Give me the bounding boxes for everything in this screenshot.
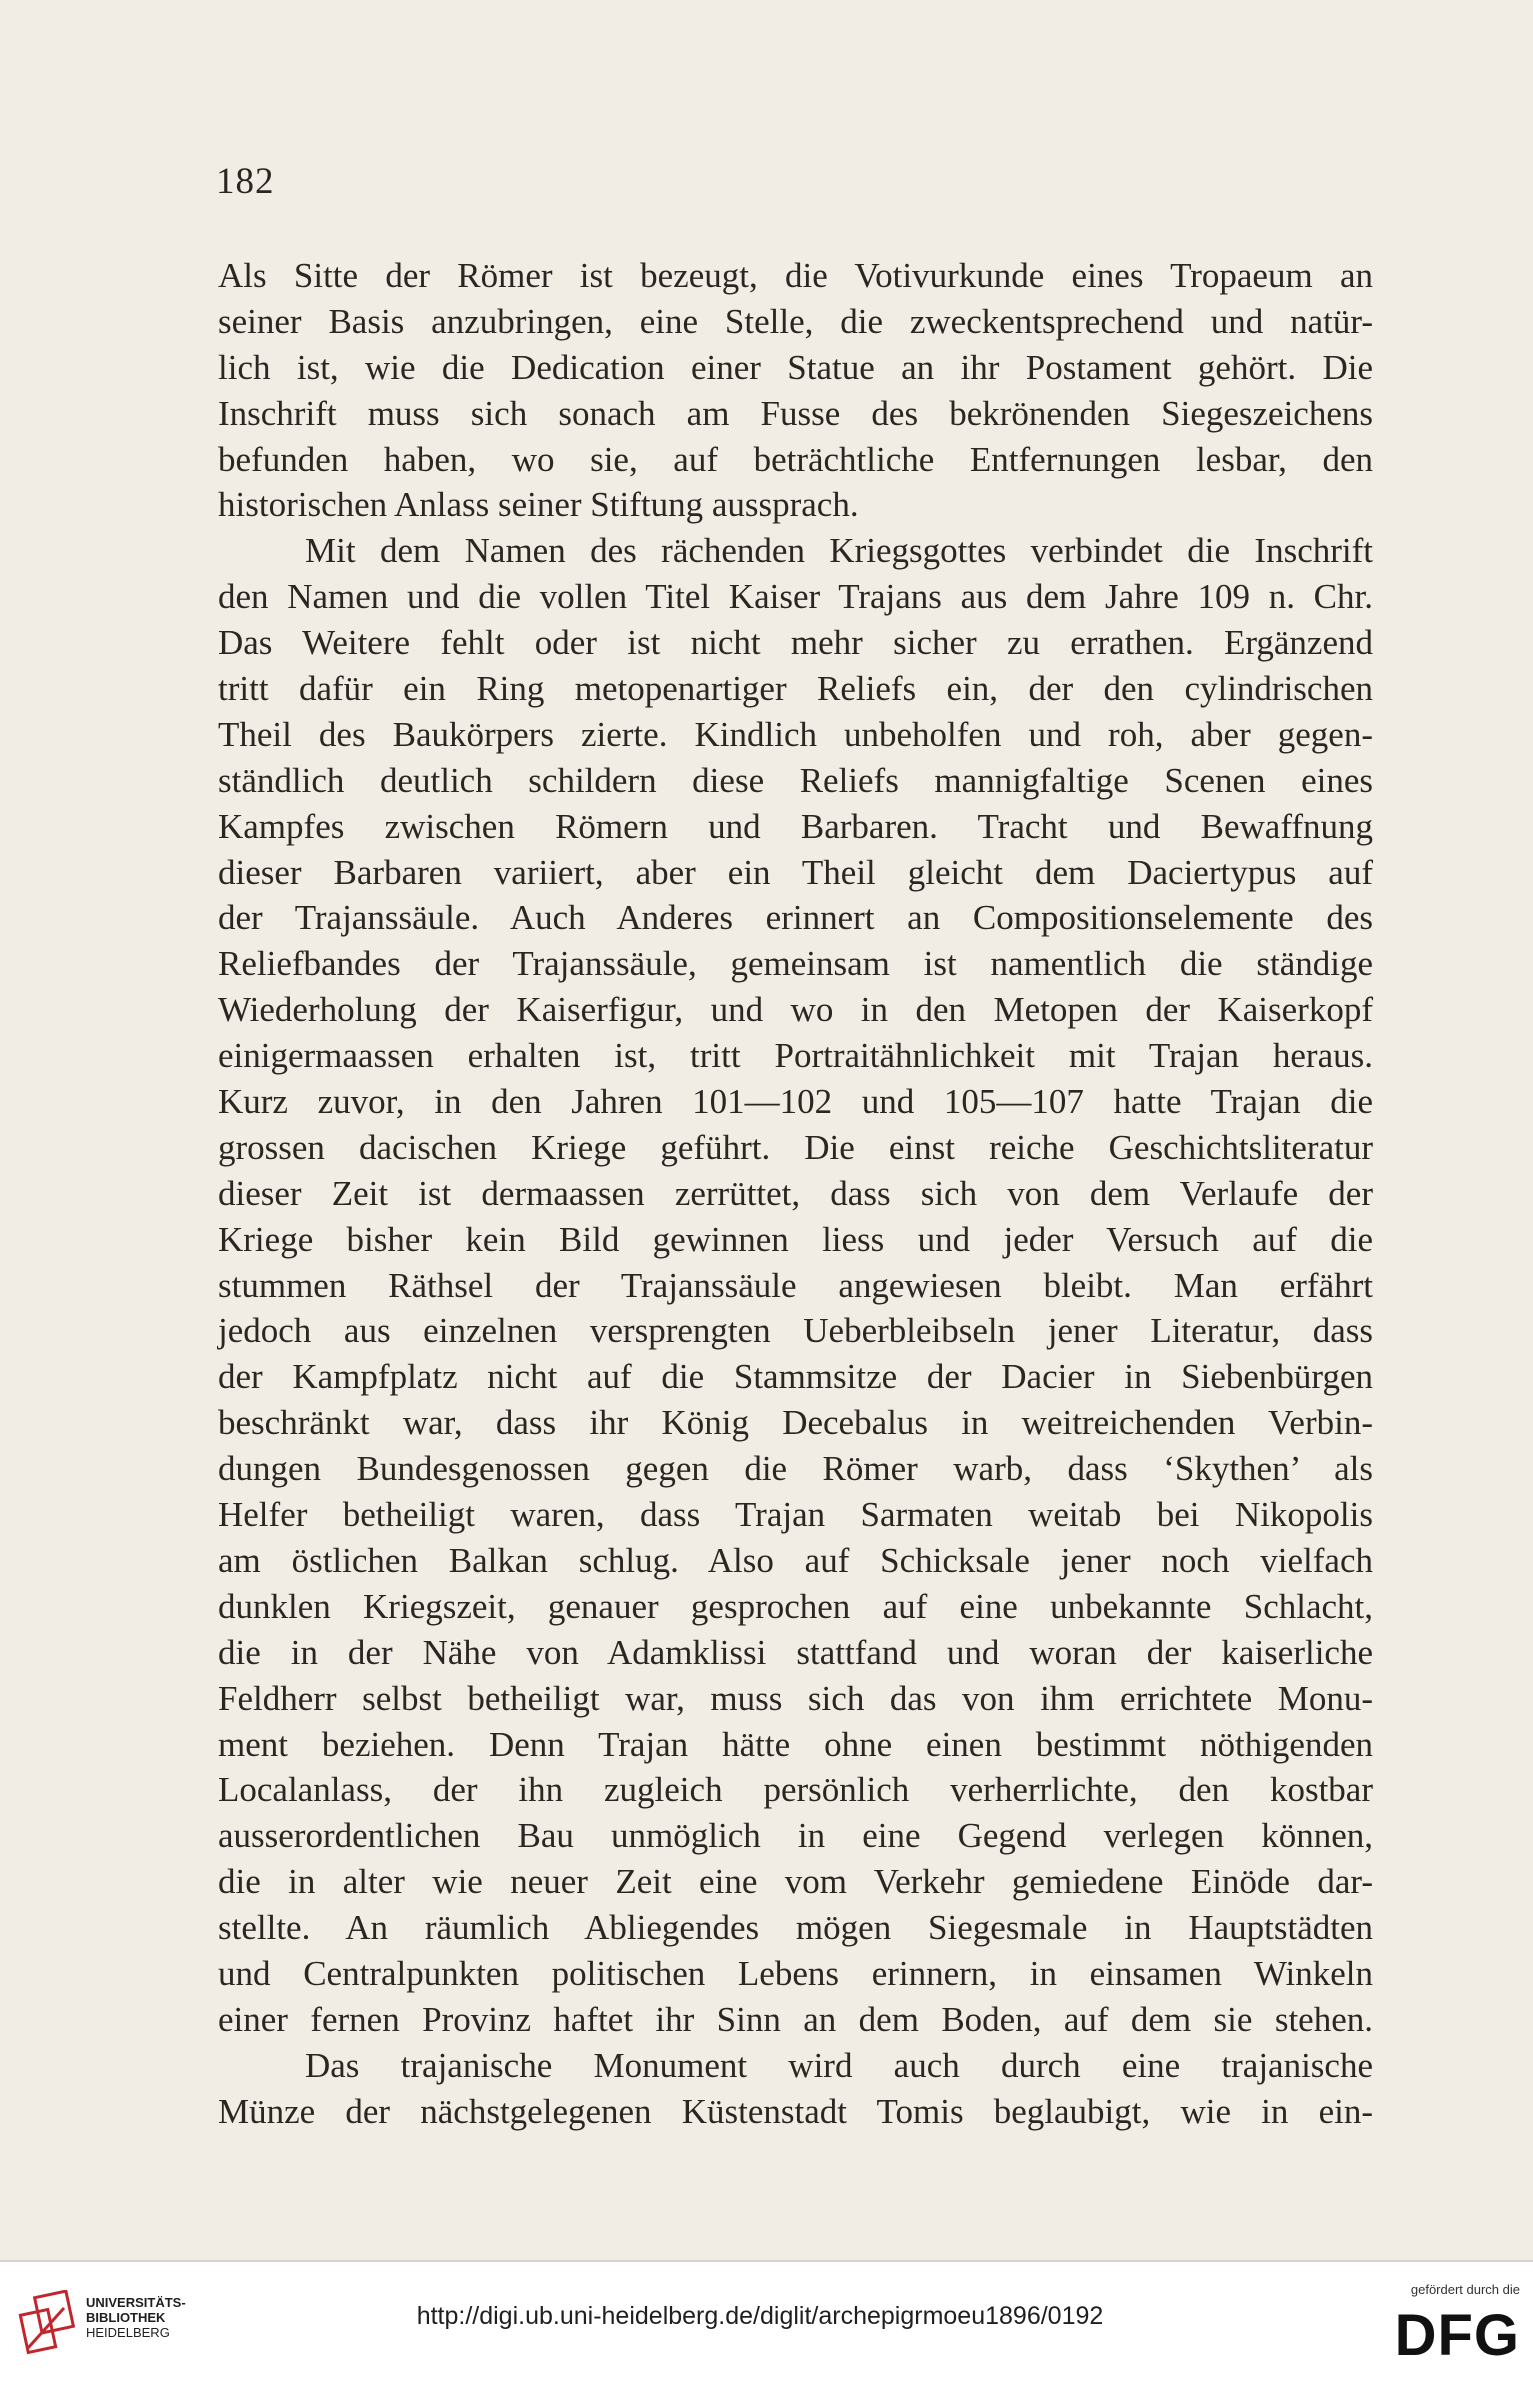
text-line: grossen dacischen Kriege geführt. Die einst reiche Geschichtsliteratur <box>218 1127 1373 1167</box>
text-line: dunklen Kriegszeit, genauer gesprochen auf eine unbekannte Schlacht, <box>218 1586 1373 1626</box>
body-text <box>218 253 1373 2135</box>
funding-note: gefördert durch die <box>1410 2282 1520 2297</box>
library-name-line: UNIVERSITÄTS- <box>86 2295 186 2310</box>
text-line: stummen Räthsel der Trajanssäule angewiesen bleibt. Man erfährt <box>218 1265 1373 1305</box>
text-line: einer fernen Provinz haftet ihr Sinn an dem Boden, auf dem sie stehen. <box>218 1999 1373 2039</box>
text-line: jedoch aus einzelnen versprengten Ueberbleibseln jener Literatur, dass <box>218 1311 1373 1351</box>
text-line: der Kampfplatz nicht auf die Stammsitze der Dacier in Siebenbürgen <box>218 1357 1373 1397</box>
text-line: Kurz zuvor, in den Jahren 101—102 und 105—107 hatte Trajan die <box>218 1082 1373 1122</box>
text-line: Kampfes zwischen Römern und Barbaren. Tracht und Bewaffnung <box>218 806 1373 846</box>
text-line: am östlichen Balkan schlug. Also auf Schicksale jener noch vielfach <box>218 1540 1373 1580</box>
dfg-logo: DFG <box>1394 2303 1520 2368</box>
library-name-line: BIBLIOTHEK <box>86 2310 166 2325</box>
text-line: Münze der nächstgelegenen Küstenstadt Tomis beglaubigt, wie in ein- <box>218 2091 1373 2131</box>
text-line: dungen Bundesgenossen gegen die Römer warb, dass ‘Skythen’ als <box>218 1449 1373 1489</box>
document-url-link[interactable]: http://digi.ub.uni-heidelberg.de/diglit/archepigrmoeu1896/0192 <box>416 2302 1104 2330</box>
university-library-name <box>86 2295 186 2340</box>
text-line: tritt dafür ein Ring metopenartiger Reliefs ein, der den cylindrischen <box>218 669 1373 709</box>
text-line: einigermaassen erhalten ist, tritt Portraitähnlichkeit mit Trajan heraus. <box>218 1036 1373 1076</box>
footer-bar <box>0 2260 1533 2384</box>
text-line: seiner Basis anzubringen, eine Stelle, die zweckentsprechend und natür- <box>218 301 1373 341</box>
text-line: Als Sitte der Römer ist bezeugt, die Votivurkunde eines Tropaeum an <box>218 256 1373 295</box>
text-line: dieser Zeit ist dermaassen zerrüttet, dass sich von dem Verlaufe der <box>218 1173 1373 1213</box>
text-line: lich ist, wie die Dedication einer Statue an ihr Postament gehört. Die <box>218 347 1373 387</box>
text-line: und Centralpunkten politischen Lebens erinnern, in einsamen Winkeln <box>218 1953 1373 1993</box>
text-line: die in der Nähe von Adamklissi stattfand und woran der kaiserliche <box>218 1632 1373 1672</box>
text-line: ständlich deutlich schildern diese Reliefs mannigfaltige Scenen eines <box>218 760 1373 800</box>
text-line: Inschrift muss sich sonach am Fusse des bekrönenden Siegeszeichens <box>218 393 1373 433</box>
text-line: ment beziehen. Denn Trajan hätte ohne einen bestimmt nöthigenden <box>218 1724 1373 1764</box>
text-line: beschränkt war, dass ihr König Decebalus in weitreichenden Verbin- <box>218 1403 1373 1443</box>
text-line: Das Weitere fehlt oder ist nicht mehr sicher zu errathen. Ergänzend <box>218 623 1373 663</box>
text-line: ausserordentlichen Bau unmöglich in eine Gegend verlegen können, <box>218 1816 1373 1856</box>
page-number: 182 <box>216 161 275 202</box>
text-line: die in alter wie neuer Zeit eine vom Verkehr gemiedene Einöde dar- <box>218 1862 1373 1902</box>
text-line: Theil des Baukörpers zierte. Kindlich unbeholfen und roh, aber gegen- <box>218 714 1373 754</box>
footer-divider <box>0 2260 1533 2262</box>
text-line: Reliefbandes der Trajanssäule, gemeinsam ist namentlich die ständige <box>218 944 1373 984</box>
text-line: Wiederholung der Kaiserfigur, und wo in den Metopen der Kaiserkopf <box>218 990 1373 1030</box>
university-library-logo-icon <box>16 2290 76 2356</box>
text-line: Mit dem Namen des rächenden Kriegsgottes verbindet die Inschrift <box>305 531 1373 571</box>
text-line: den Namen und die vollen Titel Kaiser Trajans aus dem Jahre 109 n. Chr. <box>218 577 1373 617</box>
text-line: Das trajanische Monument wird auch durch eine trajanische <box>305 2045 1373 2085</box>
text-line: der Trajanssäule. Auch Anderes erinnert an Compositionselemente des <box>218 898 1373 938</box>
text-line: dieser Barbaren variiert, aber ein Theil gleicht dem Daciertypus auf <box>218 852 1373 892</box>
text-line: Helfer betheiligt waren, dass Trajan Sarmaten weitab bei Nikopolis <box>218 1495 1373 1535</box>
text-line: historischen Anlass seiner Stiftung aussprach. <box>218 485 859 525</box>
text-line: Feldherr selbst betheiligt war, muss sich das von ihm errichtete Monu- <box>218 1678 1373 1718</box>
text-line: Localanlass, der ihn zugleich persönlich verherrlichte, den kostbar <box>218 1770 1373 1810</box>
library-name-line: HEIDELBERG <box>86 2325 170 2340</box>
text-line: stellte. An räumlich Abliegendes mögen Siegesmale in Hauptstädten <box>218 1908 1373 1948</box>
text-line: Kriege bisher kein Bild gewinnen liess und jeder Versuch auf die <box>218 1219 1373 1259</box>
text-line: befunden haben, wo sie, auf beträchtliche Entfernungen lesbar, den <box>218 439 1373 479</box>
